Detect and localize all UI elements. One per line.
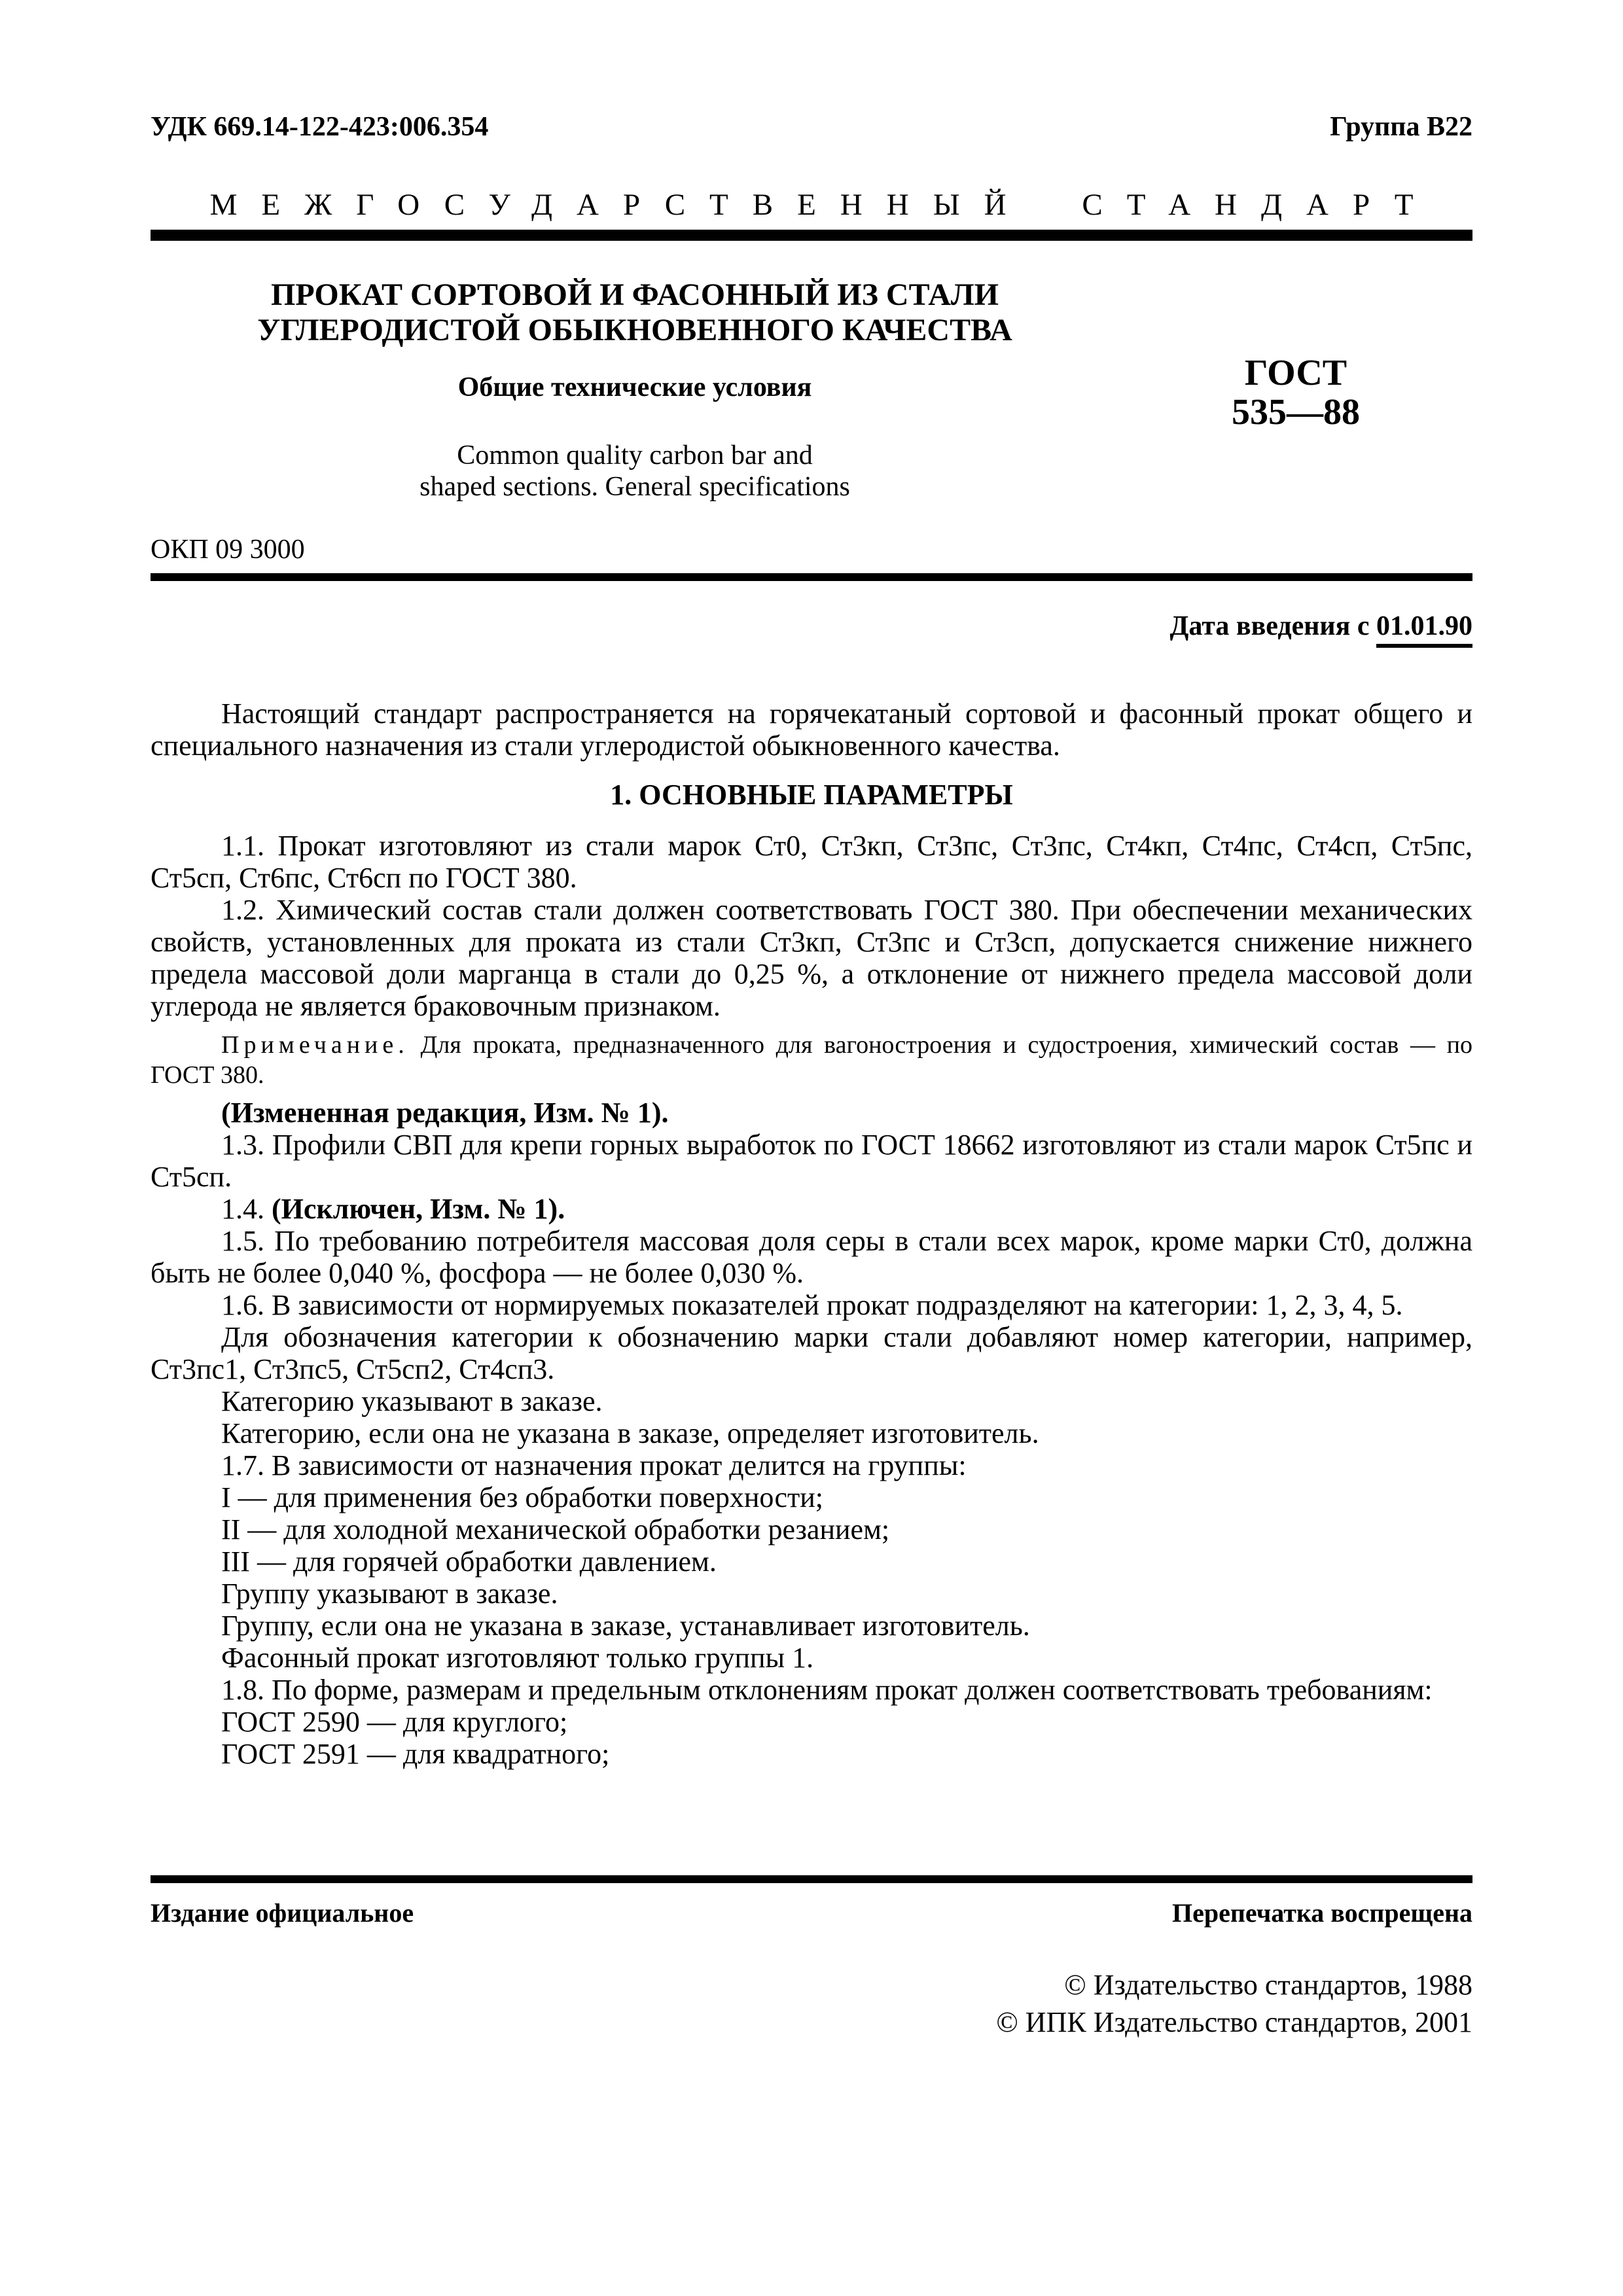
reprint-prohibited-label: Перепечатка воспрещена	[1172, 1898, 1472, 1928]
note-label: Примечание.	[221, 1031, 409, 1059]
paragraph-1-7-manufacturer: Группу, если она не указана в заказе, устанавливает изготовитель.	[221, 1610, 1030, 1642]
doc-code-gost: ГОСТ	[1244, 353, 1347, 393]
title-en-line2: shaped sections. General specifications	[419, 472, 850, 502]
group-item-3: III — для горячей обработки давлением.	[221, 1545, 717, 1578]
copyright-2001: © ИПК Издательство стандартов, 2001	[996, 2006, 1472, 2038]
paragraph-1-4	[151, 1193, 1472, 1225]
paragraph-1-3: 1.3. Профили СВП для крепи горных выработок по ГОСТ 18662 изготовляют из стали марок Ст5пс и Ст5сп.	[151, 1129, 1472, 1193]
footer-row	[151, 1898, 1472, 1928]
copyright-1988: © Издательство стандартов, 1988	[1064, 1969, 1472, 2001]
paragraph-1-4-number: 1.4.	[221, 1193, 264, 1225]
header-rule	[151, 230, 1472, 241]
page-footer	[151, 1875, 1472, 2041]
paragraph-1-2: 1.2. Химический состав стали должен соответствовать ГОСТ 380. При обеспечении механических свойств, установленных для проката из стали Ст3кп, Ст3пс и Ст3сп, допускается снижение нижнего предела массовой доли марганца в стали до 0,25 %, а отклонение от нижнего предела массовой доли углерода не является браковочным признаком.	[151, 894, 1472, 1022]
paragraph-1-4-text: (Исключен, Изм. № 1).	[272, 1193, 565, 1225]
udk-code: УДК 669.14-122-423:006.354	[151, 112, 489, 142]
section-1-heading: 1. ОСНОВНЫЕ ПАРАМЕТРЫ	[610, 779, 1013, 811]
group-item-1: I — для применения без обработки поверхности;	[221, 1481, 824, 1513]
paragraph-1-1: 1.1. Прокат изготовляют из стали марок Ст0, Ст3кп, Ст3пс, Ст3пс, Ст4кп, Ст4пс, Ст4сп, Ст5пс, Ст5сп, Ст6пс, Ст6сп по ГОСТ 380.	[151, 830, 1472, 894]
paragraph-1-6-manufacturer: Категорию, если она не указана в заказе, определяет изготовитель.	[221, 1417, 1039, 1449]
document-title-ru	[151, 277, 1119, 348]
official-edition-label: Издание официальное	[151, 1898, 414, 1928]
interstate-standard-banner: МЕЖГОСУДАРСТВЕННЫЙ СТАНДАРТ	[209, 188, 1438, 222]
paragraph-1-6: 1.6. В зависимости от нормируемых показателей прокат подразделяют на категории: 1, 2, 3, 4, 5.	[221, 1289, 1403, 1321]
group-item-2: II — для холодной механической обработки резанием;	[221, 1513, 890, 1545]
doc-code-number: 535—88	[1232, 392, 1360, 433]
title-en-line1: Common quality carbon bar and	[457, 440, 813, 470]
classification-row	[151, 0, 1472, 143]
note-paragraph	[151, 1030, 1472, 1090]
copyright-block	[151, 1966, 1472, 2041]
document-title-en	[151, 440, 1119, 503]
note-text: Для проката, предназначенного для вагоностроения и судостроения, химический состав — по ГОСТ 380.	[151, 1031, 1472, 1089]
okp-code: ОКП 09 3000	[151, 535, 305, 565]
paragraph-1-7: 1.7. В зависимости от назначения прокат делится на группы:	[221, 1449, 967, 1481]
title-block	[151, 277, 1472, 503]
date-label: Дата введения с	[1169, 611, 1370, 641]
reference-gost-2591: ГОСТ 2591 — для квадратного;	[221, 1738, 610, 1770]
group-code: Группа В22	[1330, 112, 1472, 142]
date-value: 01.01.90	[1376, 611, 1472, 648]
doc-code-block	[1119, 277, 1472, 503]
amendment-note-1: (Измененная редакция, Изм. № 1).	[221, 1097, 669, 1129]
page-content	[151, 0, 1472, 1770]
intro-paragraph: Настоящий стандарт распространяется на горячекатаный сортовой и фасонный прокат общего и специального назначения из стали углеродистой обыкновенного качества.	[151, 698, 1472, 762]
title-ru-line1: ПРОКАТ СОРТОВОЙ И ФАСОННЫЙ ИЗ СТАЛИ	[271, 277, 999, 312]
paragraph-1-6-order: Категорию указывают в заказе.	[221, 1385, 603, 1417]
paragraph-1-8: 1.8. По форме, размерам и предельным отклонениям прокат должен соответствовать требованиям:	[221, 1674, 1433, 1706]
reference-gost-2590: ГОСТ 2590 — для круглого;	[221, 1706, 568, 1738]
paragraph-1-5: 1.5. По требованию потребителя массовая доля серы в стали всех марок, кроме марки Ст0, должна быть не более 0,040 %, фосфора — не более 0,030 %.	[151, 1225, 1472, 1289]
introduction-date	[151, 610, 1472, 643]
title-ru-line2: УГЛЕРОДИСТОЙ ОБЫКНОВЕННОГО КАЧЕСТВА	[257, 313, 1012, 347]
paragraph-1-6-designation: Для обозначения категории к обозначению марки стали добавляют номер категории, например, Ст3пс1, Ст3пс5, Ст5сп2, Ст4сп3.	[151, 1321, 1472, 1385]
okp-rule	[151, 573, 1472, 581]
paragraph-1-7-shaped: Фасонный прокат изготовляют только группы 1.	[221, 1642, 814, 1674]
title-left-column	[151, 277, 1119, 503]
footer-rule	[151, 1875, 1472, 1883]
subtitle-ru: Общие технические условия	[457, 372, 812, 402]
paragraph-1-7-order: Группу указывают в заказе.	[221, 1578, 558, 1610]
